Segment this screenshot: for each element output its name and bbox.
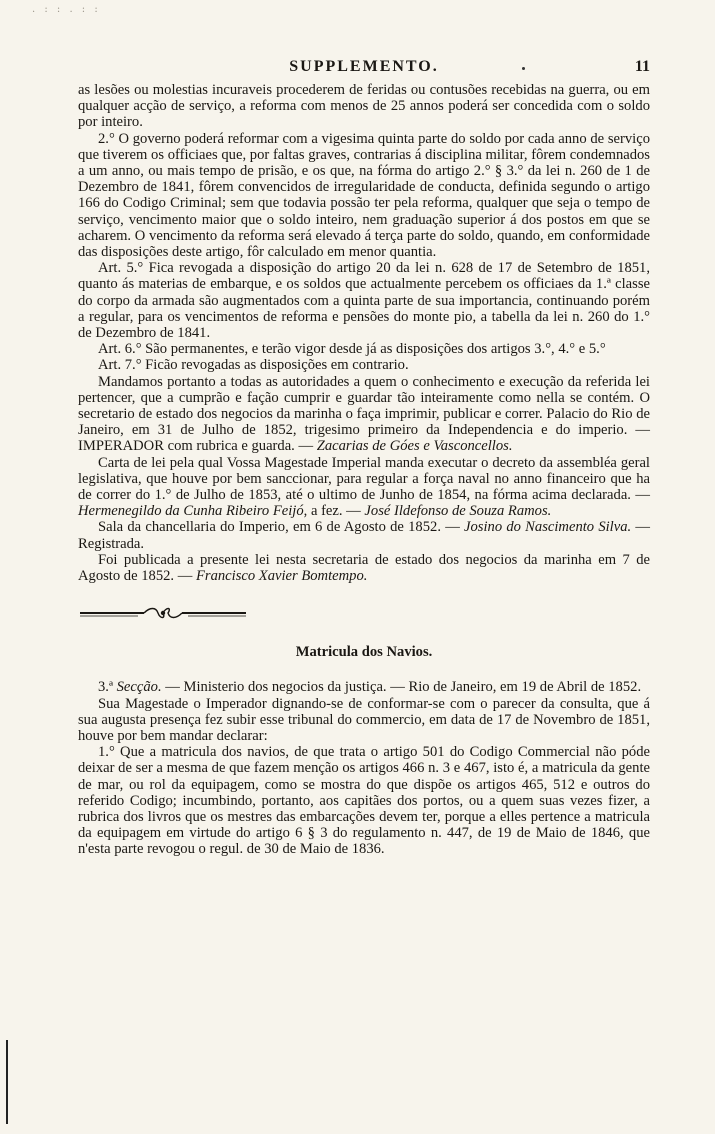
paragraph-text: Art. 7.° Ficão revogadas as disposições em contrario.	[98, 357, 409, 374]
paragraphs-paragraph	[78, 260, 650, 341]
section-divider-ornament	[78, 606, 248, 620]
section_paragraphs-paragraph	[78, 744, 650, 857]
paragraph-text: , a fez. —	[303, 503, 365, 520]
page-number: 11	[634, 58, 650, 75]
margin-rule	[6, 1040, 8, 1124]
paragraph-text: — Ministerio dos negocios da justiça. — Rio de Janeiro, em 19 de Abril de 1852.	[161, 679, 642, 696]
paragraphs-paragraph	[78, 82, 650, 131]
paragraph-text: — Registrada.	[78, 519, 650, 552]
paragraphs-paragraph	[78, 374, 650, 455]
page	[78, 58, 650, 858]
section-body-text	[78, 679, 650, 857]
italic-text: José Ildefonso de Souza Ramos.	[364, 503, 552, 520]
italic-text: Josino do Nascimento Silva.	[464, 519, 632, 536]
italic-text: Secção.	[116, 679, 162, 696]
top-margin-marks: . : : . : :	[32, 4, 101, 15]
paragraphs-paragraph	[78, 552, 650, 584]
paragraph-text: Mandamos portanto a todas as autoridades a quem o conhecimento e execução da referida lei pertencer, que a cumprão e fação cumprir e guardar tão inteiramente como nella se contém. O secretario de estado dos negocios da marinha o faça imprimir, publicar e correr. Palacio do Rio de Janeiro, em 31 de Julho de 1852, trigesimo primeiro da Independencia e do imperio. — IMPERADOR com rubrica e guarda. —	[78, 373, 650, 455]
paragraphs-paragraph	[78, 455, 650, 520]
italic-text: Hermenegildo da Cunha Ribeiro Feijó	[78, 503, 304, 520]
paragraphs-paragraph	[78, 357, 650, 373]
section_paragraphs-paragraph	[78, 696, 650, 745]
paragraphs-paragraph	[78, 131, 650, 261]
paragraph-text: 2.° O governo poderá reformar com a vigesima quinta parte do soldo por cada anno de serviço que tiverem os officiaes que, por faltas graves, contrarias á disciplina militar, fôrem condemnados a um anno, ou mais tempo de prisão, e os que, na fórma do artigo 2.° § 3.° da lei n. 260 de 1 de Dezembro de 1841, fôrem convencidos de irregularidade de conducta, definida segundo o artigo 166 do Codigo Criminal; sem que todavia possão ter pela reforma, qualquer que seja o tempo de serviço, vencimento maior que o soldo inteiro, nem graduação superior á dos postos em que se acharem. O vencimento da reforma será elevado á terça parte do soldo, quando, em conformidade das disposições deste artigo, fôr calculado em menor quantia.	[78, 130, 650, 261]
header-title: SUPPLEMENTO.	[289, 58, 439, 75]
paragraph-text: 3.ª	[98, 679, 117, 696]
paragraph-text: Foi publicada a presente lei nesta secretaria de estado dos negocios da marinha em 7 de Agosto de 1852. —	[78, 551, 650, 585]
paragraph-text: as lesões ou molestias incuraveis procederem de feridas ou contusões recebidas na guerra, ou em qualquer acção de serviço, a reforma com menos de 25 annos poderá ser concedida com o soldo por inteiro.	[78, 82, 650, 131]
paragraphs-paragraph	[78, 519, 650, 551]
paragraph-text: Art. 5.° Fica revogada a disposição do artigo 20 da lei n. 628 de 17 de Setembro de 1851, quanto ás materias de embarque, e os soldos que actualmente percebem os officiaes da 1.ª classe do corpo da armada são augmentados com a quinta parte de sua importancia, continuando porém a regular, para os vencimentos de reforma e pensões do monte pio, a tabella da lei n. 260 do 1.° de Dezembro de 1841.	[78, 260, 650, 342]
paragraph-text: Sala da chancellaria do Imperio, em 6 de Agosto de 1852. —	[98, 519, 465, 536]
paragraph-text: 1.° Que a matricula dos navios, de que trata o artigo 501 do Codigo Commercial não póde deixar de ser a mesma de que fazem menção os artigos 466 n. 3 e 467, isto é, a matricula da gente de mar, ou rol da equipagem, como se mostra do que dispõe os artigos 465, 512 e outros do referido Codigo; incumbindo, portanto, aos capitães dos portos, ou a quem suas vezes fizer, a rubrica dos livros que os mestres das embarcações devem ter, porque a elles pertence a matricula da equipagem em virtude do artigo 6 § 3 do regulamento n. 447, de 19 de Maio de 1846, que n'esta parte revogou o regul. de 30 de Maio de 1836.	[78, 744, 650, 858]
section-title: Matricula dos Navios.	[295, 644, 433, 661]
paragraph-text: Carta de lei pela qual Vossa Magestade Imperial manda executar o decreto da assembléa geral legislativa, que houve por bem sanccionar, para regular a força naval no anno financeiro que ha de correr do 1.° de Julho de 1853, até o ultimo de Junho de 1854, na fórma acima declarada. —	[78, 454, 650, 504]
running-header	[78, 58, 650, 82]
italic-text: Zacarias de Góes e Vasconcellos.	[316, 438, 513, 455]
italic-text: Francisco Xavier Bomtempo.	[195, 568, 368, 585]
paragraph-text: Art. 6.° São permanentes, e terão vigor desde já as disposições dos artigos 3.°, 4.° e 5.°	[98, 341, 606, 358]
section_paragraphs-paragraph	[78, 679, 650, 695]
paragraphs-paragraph	[78, 341, 650, 357]
paragraph-text: Sua Magestade o Imperador dignando-se de conformar-se com o parecer da consulta, que á sua augusta presença fez subir esse tribunal do commercio, em data de 17 de Novembro de 1851, houve por bem mandar declarar:	[78, 695, 650, 744]
body-text	[78, 82, 650, 584]
